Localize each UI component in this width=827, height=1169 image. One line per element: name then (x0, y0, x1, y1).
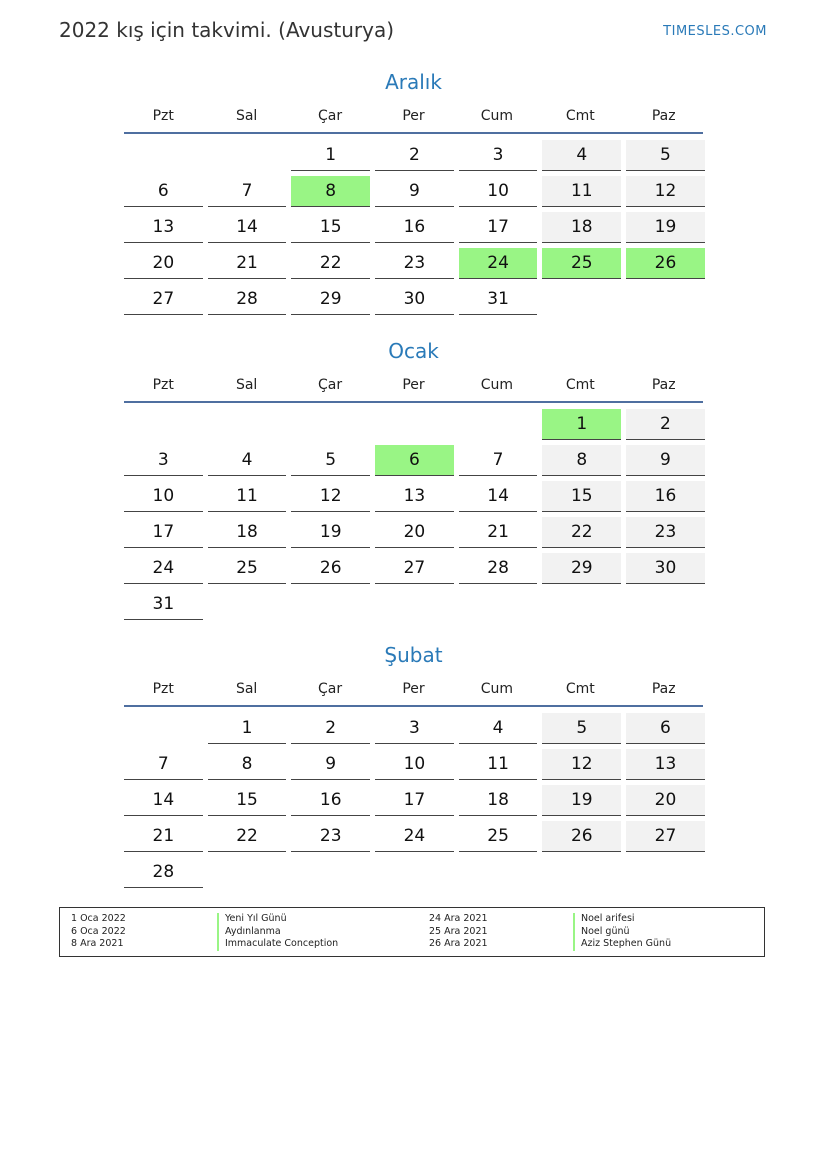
day-cell: 7 (124, 749, 203, 780)
day-cell-holiday: 8 (291, 176, 370, 207)
weekday-label: Cmt (565, 377, 595, 393)
day-cell: 28 (208, 284, 287, 315)
day-cell: 9 (375, 176, 454, 207)
month-february (124, 641, 703, 888)
day-cell: 11 (459, 749, 538, 780)
weekday-label: Per (402, 681, 425, 697)
day-cell: 7 (459, 445, 538, 476)
day-cell: 10 (375, 749, 454, 780)
day-cell-weekend: 26 (542, 821, 621, 852)
day-cell: 7 (208, 176, 287, 207)
legend-holiday-name: Noel günü (573, 926, 671, 939)
day-cell: 21 (208, 248, 287, 279)
weekday-label: Pzt (152, 681, 174, 697)
day-grid (124, 140, 703, 315)
day-cell: 16 (375, 212, 454, 243)
weekday-label: Çar (317, 108, 343, 124)
day-cell: 31 (124, 589, 203, 620)
day-cell-weekend: 22 (542, 517, 621, 548)
legend-holiday-name: Noel arifesi (573, 913, 671, 926)
day-cell: 28 (459, 553, 538, 584)
day-cell-weekend: 23 (626, 517, 705, 548)
day-cell: 14 (459, 481, 538, 512)
day-cell: 25 (208, 553, 287, 584)
day-cell-holiday: 24 (459, 248, 538, 279)
legend-holiday-name: Yeni Yıl Günü (217, 913, 338, 926)
day-cell: 23 (375, 248, 454, 279)
day-cell-weekend: 19 (626, 212, 705, 243)
month-title: Aralık (385, 70, 442, 94)
day-cell: 17 (375, 785, 454, 816)
empty-cell (208, 409, 287, 440)
day-cell: 9 (291, 749, 370, 780)
day-cell-weekend: 4 (542, 140, 621, 171)
weekday-header (124, 669, 703, 707)
weekday-label: Sal (235, 681, 258, 697)
day-cell-weekend: 13 (626, 749, 705, 780)
weekday-label: Cum (480, 681, 514, 697)
day-cell: 16 (291, 785, 370, 816)
legend-date: 8 Ara 2021 (71, 938, 124, 949)
weekday-label: Cmt (565, 108, 595, 124)
day-cell-weekend: 15 (542, 481, 621, 512)
legend-dates-right (429, 913, 488, 951)
day-cell: 6 (124, 176, 203, 207)
day-cell: 27 (124, 284, 203, 315)
weekday-label: Sal (235, 108, 258, 124)
day-cell: 27 (375, 553, 454, 584)
day-cell: 29 (291, 284, 370, 315)
day-cell: 18 (208, 517, 287, 548)
day-cell: 13 (375, 481, 454, 512)
day-cell-weekend: 12 (542, 749, 621, 780)
empty-cell (459, 409, 538, 440)
month-title: Ocak (388, 339, 439, 363)
day-cell: 15 (208, 785, 287, 816)
day-cell-weekend: 11 (542, 176, 621, 207)
empty-cell (375, 409, 454, 440)
day-cell-weekend: 9 (626, 445, 705, 476)
day-cell: 14 (208, 212, 287, 243)
day-cell: 21 (459, 517, 538, 548)
legend-date: 1 Oca 2022 (71, 913, 126, 924)
day-cell: 20 (375, 517, 454, 548)
day-cell: 19 (291, 517, 370, 548)
day-cell-weekend: 6 (626, 713, 705, 744)
day-cell: 24 (124, 553, 203, 584)
weekday-label: Cum (480, 108, 514, 124)
day-cell: 4 (208, 445, 287, 476)
day-grid (124, 713, 703, 888)
day-cell-holiday: 26 (626, 248, 705, 279)
day-cell-weekend: 19 (542, 785, 621, 816)
holiday-legend (59, 907, 765, 957)
day-cell: 10 (124, 481, 203, 512)
day-cell: 13 (124, 212, 203, 243)
day-cell: 22 (208, 821, 287, 852)
weekday-header (124, 365, 703, 403)
day-cell: 17 (124, 517, 203, 548)
day-cell-weekend: 5 (542, 713, 621, 744)
weekday-label: Paz (651, 681, 676, 697)
weekday-label: Çar (317, 377, 343, 393)
day-cell: 8 (208, 749, 287, 780)
legend-date: 6 Oca 2022 (71, 925, 126, 937)
day-cell: 11 (208, 481, 287, 512)
weekday-label: Pzt (152, 108, 174, 124)
day-cell-holiday: 25 (542, 248, 621, 279)
day-cell-weekend: 27 (626, 821, 705, 852)
legend-names-left (217, 913, 338, 951)
day-cell: 4 (459, 713, 538, 744)
page-title: 2022 kış için takvimi. (Avusturya) (59, 18, 395, 42)
day-cell: 2 (375, 140, 454, 171)
day-cell: 25 (459, 821, 538, 852)
day-cell-weekend: 20 (626, 785, 705, 816)
day-cell: 3 (459, 140, 538, 171)
day-cell: 2 (291, 713, 370, 744)
legend-date: 25 Ara 2021 (429, 925, 488, 937)
legend-holiday-name: Aydınlanma (217, 926, 338, 939)
month-december (124, 68, 703, 315)
day-cell-holiday: 6 (375, 445, 454, 476)
day-cell: 22 (291, 248, 370, 279)
legend-holiday-name: Aziz Stephen Günü (573, 938, 671, 951)
weekday-label: Cmt (565, 681, 595, 697)
day-cell: 26 (291, 553, 370, 584)
day-cell: 18 (459, 785, 538, 816)
day-cell: 1 (291, 140, 370, 171)
empty-cell (208, 140, 287, 171)
day-cell-weekend: 29 (542, 553, 621, 584)
day-cell-weekend: 5 (626, 140, 705, 171)
legend-date: 24 Ara 2021 (429, 913, 488, 924)
day-cell: 3 (124, 445, 203, 476)
weekday-label: Pzt (152, 377, 174, 393)
weekday-label: Paz (651, 108, 676, 124)
empty-cell (124, 140, 203, 171)
weekday-label: Cum (480, 377, 514, 393)
day-cell: 10 (459, 176, 538, 207)
day-cell: 14 (124, 785, 203, 816)
legend-holiday-name: Immaculate Conception (217, 938, 338, 951)
weekday-label: Per (402, 108, 425, 124)
day-cell: 17 (459, 212, 538, 243)
empty-cell (124, 713, 203, 744)
weekday-label: Paz (651, 377, 676, 393)
day-cell: 20 (124, 248, 203, 279)
legend-dates-left (71, 913, 126, 951)
empty-cell (124, 409, 203, 440)
day-cell-weekend: 8 (542, 445, 621, 476)
day-cell-weekend: 18 (542, 212, 621, 243)
empty-cell (291, 409, 370, 440)
weekday-label: Per (402, 377, 425, 393)
legend-date: 26 Ara 2021 (429, 938, 488, 949)
day-grid (124, 409, 703, 620)
day-cell: 30 (375, 284, 454, 315)
day-cell-weekend: 2 (626, 409, 705, 440)
weekday-label: Çar (317, 681, 343, 697)
month-title: Şubat (384, 643, 443, 667)
day-cell-weekend: 12 (626, 176, 705, 207)
day-cell-weekend: 30 (626, 553, 705, 584)
day-cell: 24 (375, 821, 454, 852)
day-cell: 15 (291, 212, 370, 243)
day-cell: 12 (291, 481, 370, 512)
day-cell-holiday: 1 (542, 409, 621, 440)
day-cell: 3 (375, 713, 454, 744)
brand-link[interactable]: TIMESLES.COM (663, 24, 767, 39)
day-cell: 21 (124, 821, 203, 852)
day-cell: 1 (208, 713, 287, 744)
day-cell: 23 (291, 821, 370, 852)
weekday-header (124, 96, 703, 134)
day-cell: 5 (291, 445, 370, 476)
day-cell: 31 (459, 284, 538, 315)
day-cell: 28 (124, 857, 203, 888)
legend-names-right (573, 913, 671, 951)
weekday-label: Sal (235, 377, 258, 393)
month-january (124, 337, 703, 620)
day-cell-weekend: 16 (626, 481, 705, 512)
